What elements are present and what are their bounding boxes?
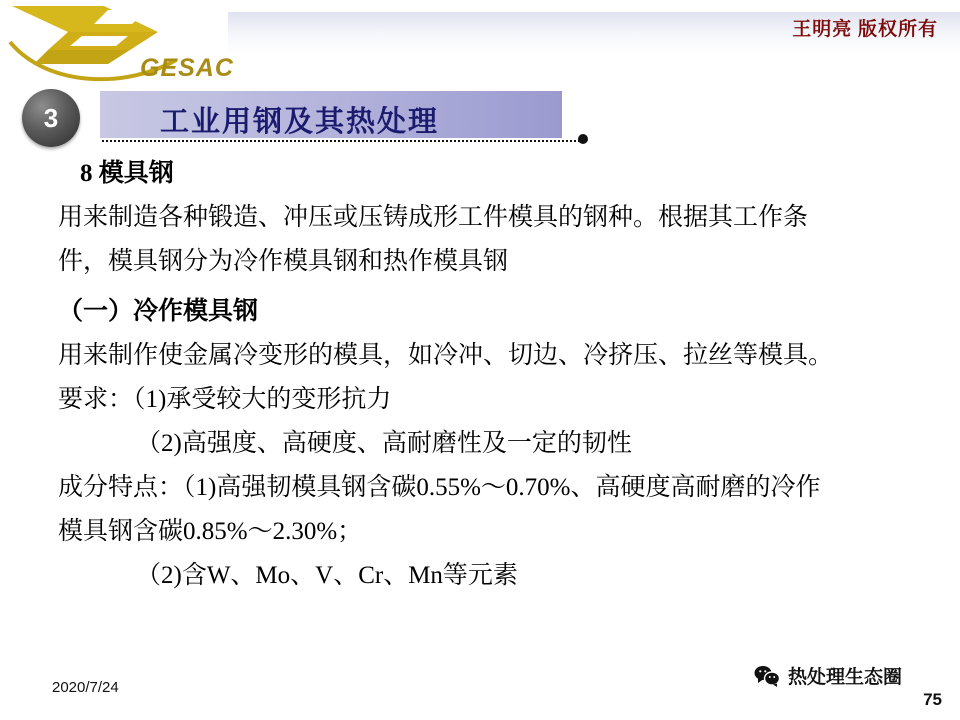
- composition-item-1-cont: 模具钢含碳0.85%～2.30%；: [58, 518, 363, 545]
- logo-wordmark: GESAC: [140, 54, 234, 82]
- composition-label: 成分特点：: [58, 474, 184, 501]
- section-heading: 8 模具钢: [80, 160, 174, 187]
- wechat-label: 热处理生态圈: [787, 667, 902, 688]
- wechat-icon: [754, 665, 780, 687]
- slide-body: [58, 152, 938, 598]
- subsection-text: 用来制作使金属冷变形的模具，如冷冲、切边、冷挤压、拉丝等模具。: [58, 342, 834, 369]
- requirement-item-1: （1)承受较大的变形抗力: [133, 386, 392, 413]
- wechat-credit: [754, 662, 902, 689]
- requirement-item-2: （2)高强度、高硬度、高耐磨性及一定的韧性: [136, 430, 632, 457]
- page-number: 75: [923, 690, 942, 709]
- chapter-number: 3: [43, 103, 59, 133]
- slide-title: 工业用钢及其热处理: [160, 106, 440, 138]
- requirements-line-1: [58, 378, 938, 422]
- body-line-2: 件，模具钢分为冷作模具钢和热作模具钢: [58, 248, 509, 275]
- body-line-1: 用来制造各种锻造、冲压或压铸成形工件模具的钢种。根据其工作条: [58, 204, 809, 231]
- composition-line-1: [58, 466, 938, 510]
- title-dotted-rule: [102, 140, 580, 142]
- composition-item-1: （1)高强韧模具钢含碳0.55%～0.70%、高硬度高耐磨的冷作: [183, 474, 821, 501]
- requirements-label: 要求：: [58, 386, 134, 413]
- composition-item-2: （2)含W、Mo、V、Cr、Mn等元素: [136, 562, 518, 589]
- subsection-heading: （一）冷作模具钢: [58, 298, 259, 325]
- slide-date: 2020/7/24: [52, 679, 119, 696]
- copyright-notice: 王明亮 版权所有: [792, 19, 938, 40]
- title-end-dot: [578, 134, 588, 144]
- gesac-logo: [8, 2, 233, 82]
